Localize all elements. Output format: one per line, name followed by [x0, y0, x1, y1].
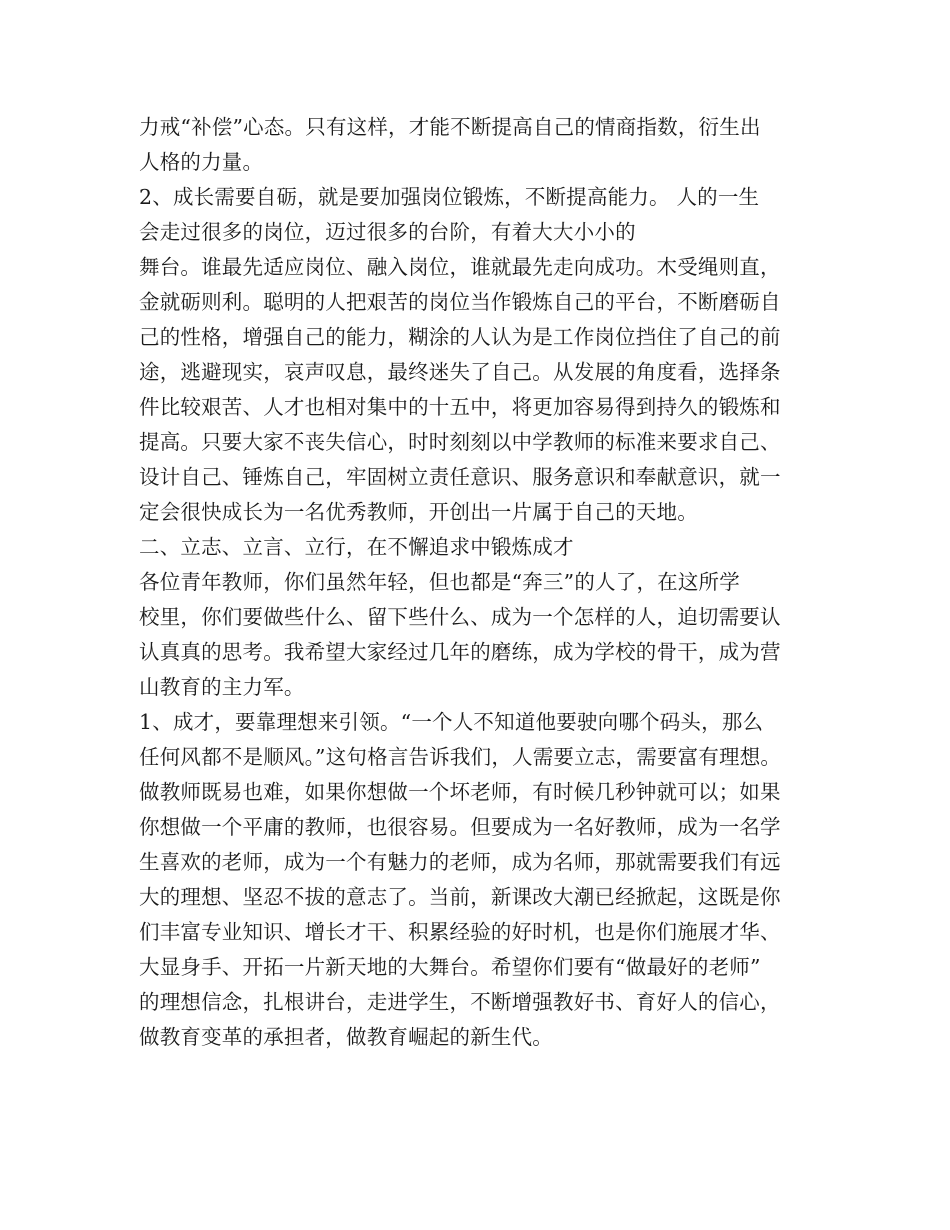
text-line: 舞台。谁最先适应岗位、融入岗位，谁就最先走向成功。木受绳则直，: [139, 255, 781, 279]
text-line: 们丰富专业知识、增长才干、积累经验的好时机，也是你们施展才华、: [139, 920, 781, 944]
text-line: 设计自己、锤炼自己，牢固树立责任意识、服务意识和奉献意识，就一: [139, 465, 781, 489]
text-line: 各位青年教师，你们虽然年轻，但也都是“奔三”的人了，在这所学: [139, 570, 740, 594]
text-line: 途，逃避现实，哀声叹息，最终迷失了自己。从发展的角度看，选择条: [139, 360, 781, 384]
text-line: 1、成才，要靠理想来引领。“一个人不知道他要驶向哪个码头，那么: [139, 710, 764, 734]
text-line: 校里，你们要做些什么、留下些什么、成为一个怎样的人，迫切需要认: [139, 605, 781, 629]
text-line: 2、成长需要自砺，就是要加强岗位锻炼，不断提高能力。 人的一生: [139, 185, 760, 209]
text-line: 大的理想、坚忍不拔的意志了。当前，新课改大潮已经掀起，这既是你: [139, 885, 781, 909]
text-line: 力戒“补偿”心态。只有这样，才能不断提高自己的情商指数，衍生出: [139, 115, 761, 139]
text-line: 提高。只要大家不丧失信心，时时刻刻以中学教师的标准来要求自己、: [139, 430, 781, 454]
text-line: 做教育变革的承担者，做教育崛起的新生代。: [139, 1025, 553, 1049]
text-line: 生喜欢的老师，成为一个有魅力的老师，成为名师，那就需要我们有远: [139, 850, 781, 874]
text-line: 认真真的思考。我希望大家经过几年的磨练，成为学校的骨干，成为营: [139, 640, 781, 664]
text-line: 人格的力量。: [139, 150, 264, 174]
body-text: [139, 110, 819, 1055]
text-line: 件比较艰苦、人才也相对集中的十五中，将更加容易得到持久的锻炼和: [139, 395, 781, 419]
section-heading: 二、立志、立言、立行，在不懈追求中锻炼成才: [139, 535, 574, 559]
text-line: 会走过很多的岗位，迈过很多的台阶，有着大大小小的: [139, 220, 636, 244]
text-line: 你想做一个平庸的教师，也很容易。但要成为一名好教师，成为一名学: [139, 815, 781, 839]
text-line: 任何风都不是顺风。”这句格言告诉我们，人需要立志，需要富有理想。: [139, 745, 782, 769]
text-line: 做教师既易也难，如果你想做一个坏老师，有时候几秒钟就可以；如果: [139, 780, 781, 804]
text-line: 己的性格，增强自己的能力，糊涂的人认为是工作岗位挡住了自己的前: [139, 325, 781, 349]
text-line: 定会很快成长为一名优秀教师，开创出一片属于自己的天地。: [139, 500, 698, 524]
text-line: 的理想信念，扎根讲台，走进学生，不断增强教好书、育好人的信心，: [139, 990, 781, 1014]
text-line: 山教育的主力军。: [139, 675, 305, 699]
text-line: 大显身手、开拓一片新天地的大舞台。希望你们要有“做最好的老师”: [139, 955, 761, 979]
text-line: 金就砺则利。聪明的人把艰苦的岗位当作锻炼自己的平台，不断磨砺自: [139, 290, 781, 314]
